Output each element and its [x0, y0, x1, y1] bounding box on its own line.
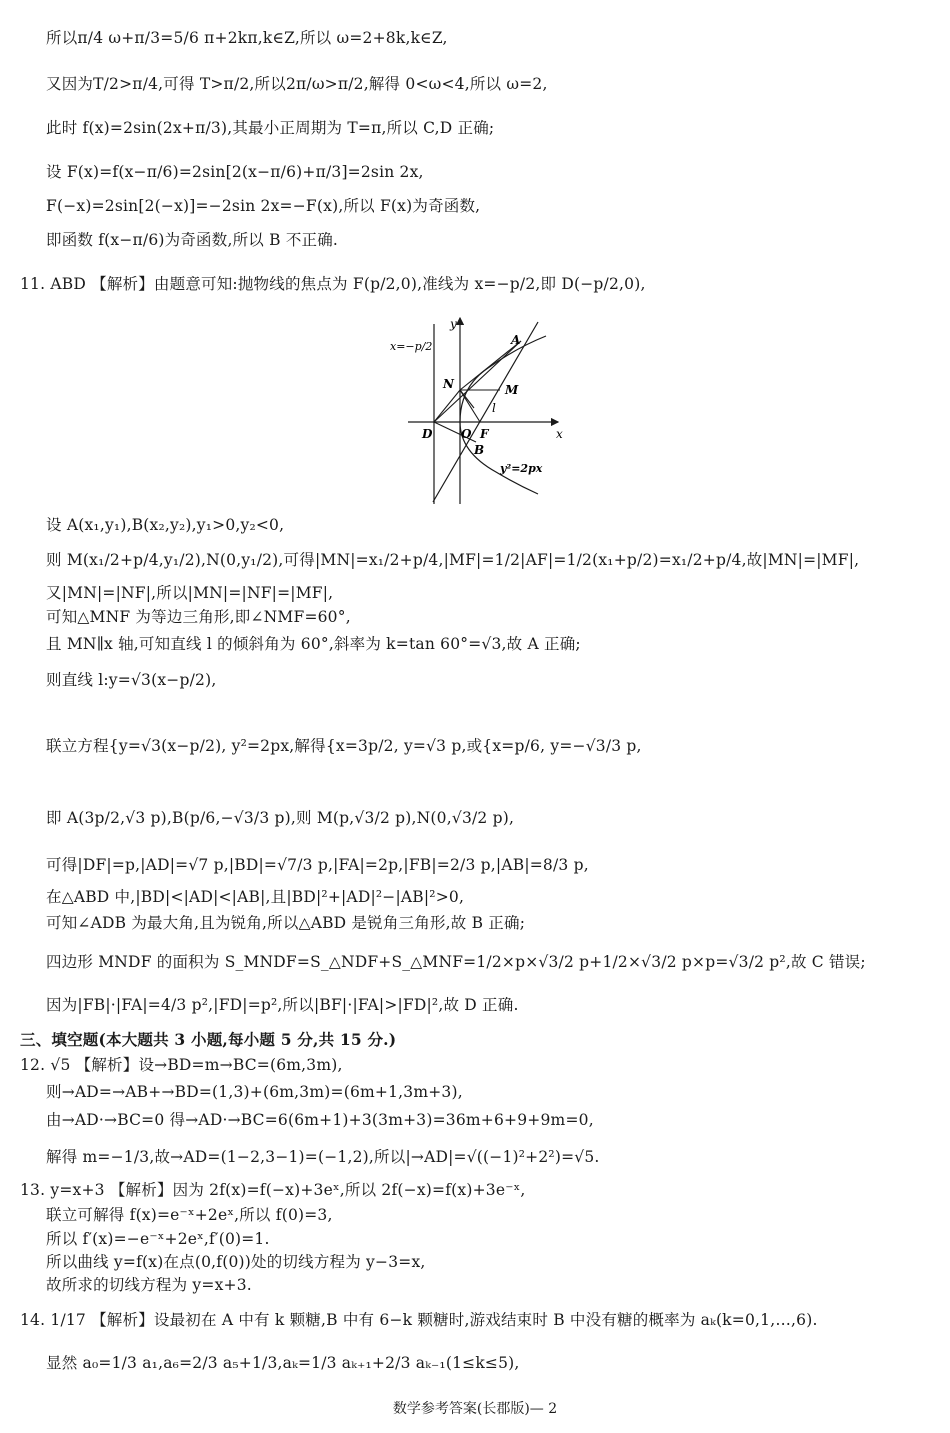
- line-l: [433, 322, 538, 502]
- q13-line-5: 故所求的切线方程为 y=x+3.: [46, 1276, 252, 1294]
- q11-line-6: 则直线 l:y=√3(x−p/2),: [46, 671, 217, 689]
- q11-line-4: 可知△MNF 为等边三角形,即∠NMF=60°,: [46, 608, 351, 626]
- q11-line-11: 可知∠ADB 为最大角,且为锐角,所以△ABD 是锐角三角形,故 B 正确;: [46, 914, 526, 932]
- q12-line-3: 由→AD·→BC=0 得→AD·→BC=6(6m+1)+3(3m+3)=36m+6+9+9m=0,: [46, 1111, 594, 1129]
- q11-line-5: 且 MN∥x 轴,可知直线 l 的倾斜角为 60°,斜率为 k=tan 60°=√3,故 A 正确;: [46, 635, 581, 653]
- label-x-axis: x: [556, 427, 563, 441]
- q10-line-1: 所以π/4 ω+π/3=5/6 π+2kπ,k∈Z,所以 ω=2+8k,k∈Z,: [46, 29, 448, 47]
- q11-heading: 11. ABD 【解析】由题意可知:抛物线的焦点为 F(p/2,0),准线为 x=−p/2,即 D(−p/2,0),: [20, 275, 646, 293]
- q10-line-4: 设 F(x)=f(x−π/6)=2sin[2(x−π/6)+π/3]=2sin 2x,: [46, 163, 424, 181]
- label-D: D: [422, 427, 433, 441]
- q13-line-2: 联立可解得 f(x)=e⁻ˣ+2eˣ,所以 f(0)=3,: [46, 1206, 333, 1224]
- q10-line-6: 即函数 f(x−π/6)为奇函数,所以 B 不正确.: [46, 231, 339, 249]
- parabola-figure: [388, 312, 578, 508]
- segment-NF: [460, 390, 480, 422]
- q10-line-3: 此时 f(x)=2sin(2x+π/3),其最小正周期为 T=π,所以 C,D 正确;: [46, 119, 495, 137]
- label-l: l: [492, 401, 496, 415]
- segment-DN: [434, 390, 460, 422]
- q12-line-2: 则→AD=→AB+→BD=(1,3)+(6m,3m)=(6m+1,3m+3),: [46, 1083, 463, 1101]
- q11-line-1: 设 A(x₁,y₁),B(x₂,y₂),y₁>0,y₂<0,: [46, 516, 285, 534]
- q14-line-1: 14. 1/17 【解析】设最初在 A 中有 k 颗糖,B 中有 6−k 颗糖时,游戏结束时 B 中没有糖的概率为 aₖ(k=0,1,…,6).: [20, 1311, 818, 1329]
- label-y-axis: y: [450, 317, 457, 331]
- label-B: B: [474, 443, 485, 457]
- q10-line-5: F(−x)=2sin[2(−x)]=−2sin 2x=−F(x),所以 F(x)为奇函数,: [46, 197, 481, 215]
- q11-line-12: 四边形 MNDF 的面积为 S_MNDF=S_△NDF+S_△MNF=1/2×p×√3/2 p+1/2×√3/2 p×p=√3/2 p²,故 C 错误;: [46, 953, 866, 971]
- label-N: N: [443, 377, 454, 391]
- q11-line-8: 即 A(3p/2,√3 p),B(p/6,−√3/3 p),则 M(p,√3/2 p),N(0,√3/2 p),: [46, 809, 515, 827]
- q12-line-1: 12. √5 【解析】设→BD=m→BC=(6m,3m),: [20, 1056, 343, 1074]
- q11-line-3: 又|MN|=|NF|,所以|MN|=|NF|=|MF|,: [46, 584, 334, 602]
- label-A: A: [511, 333, 521, 347]
- q11-line-13: 因为|FB|·|FA|=4/3 p²,|FD|=p²,所以|BF|·|FA|>|FD|²,故 D 正确.: [46, 996, 519, 1014]
- label-O: O: [461, 427, 472, 441]
- q10-line-2: 又因为T/2>π/4,可得 T>π/2,所以2π/ω>π/2,解得 0<ω<4,所以 ω=2,: [46, 75, 548, 93]
- q11-line-10: 在△ABD 中,|BD|<|AD|<|AB|,且|BD|²+|AD|²−|AB|²>0,: [46, 888, 465, 906]
- q14-line-2: 显然 a₀=1/3 a₁,a₆=2/3 a₅+1/3,aₖ=1/3 aₖ₊₁+2/3 aₖ₋₁(1≤k≤5),: [46, 1354, 520, 1372]
- q11-line-2: 则 M(x₁/2+p/4,y₁/2),N(0,y₁/2),可得|MN|=x₁/2+p/4,|MF|=1/2|AF|=1/2(x₁+p/2)=x₁/2+p/4,故|MN|=|MF|,: [46, 551, 860, 569]
- page-footer: 数学参考答案(长郡版)— 2: [392, 1401, 558, 1417]
- label-F: F: [480, 427, 489, 441]
- section-3-title: 三、填空题(本大题共 3 小题,每小题 5 分,共 15 分.): [20, 1030, 397, 1049]
- q13-line-3: 所以 f′(x)=−e⁻ˣ+2eˣ,f′(0)=1.: [46, 1230, 270, 1248]
- q11-line-9: 可得|DF|=p,|AD|=√7 p,|BD|=√7/3 p,|FA|=2p,|FB|=2/3 p,|AB|=8/3 p,: [46, 856, 589, 874]
- label-parabola-equation: y²=2px: [500, 462, 543, 475]
- q13-line-1: 13. y=x+3 【解析】因为 2f(x)=f(−x)+3eˣ,所以 2f(−x)=f(x)+3e⁻ˣ,: [20, 1181, 526, 1199]
- label-M: M: [505, 383, 519, 397]
- q12-line-4: 解得 m=−1/3,故→AD=(1−2,3−1)=(−1,2),所以|→AD|=√((−1)²+2²)=√5.: [46, 1148, 600, 1166]
- q11-line-7: 联立方程{y=√3(x−p/2), y²=2px,解得{x=3p/2, y=√3 p,或{x=p/6, y=−√3/3 p,: [46, 737, 642, 755]
- q13-line-4: 所以曲线 y=f(x)在点(0,f(0))处的切线方程为 y−3=x,: [46, 1253, 426, 1271]
- label-directrix: x=−p/2: [390, 340, 433, 353]
